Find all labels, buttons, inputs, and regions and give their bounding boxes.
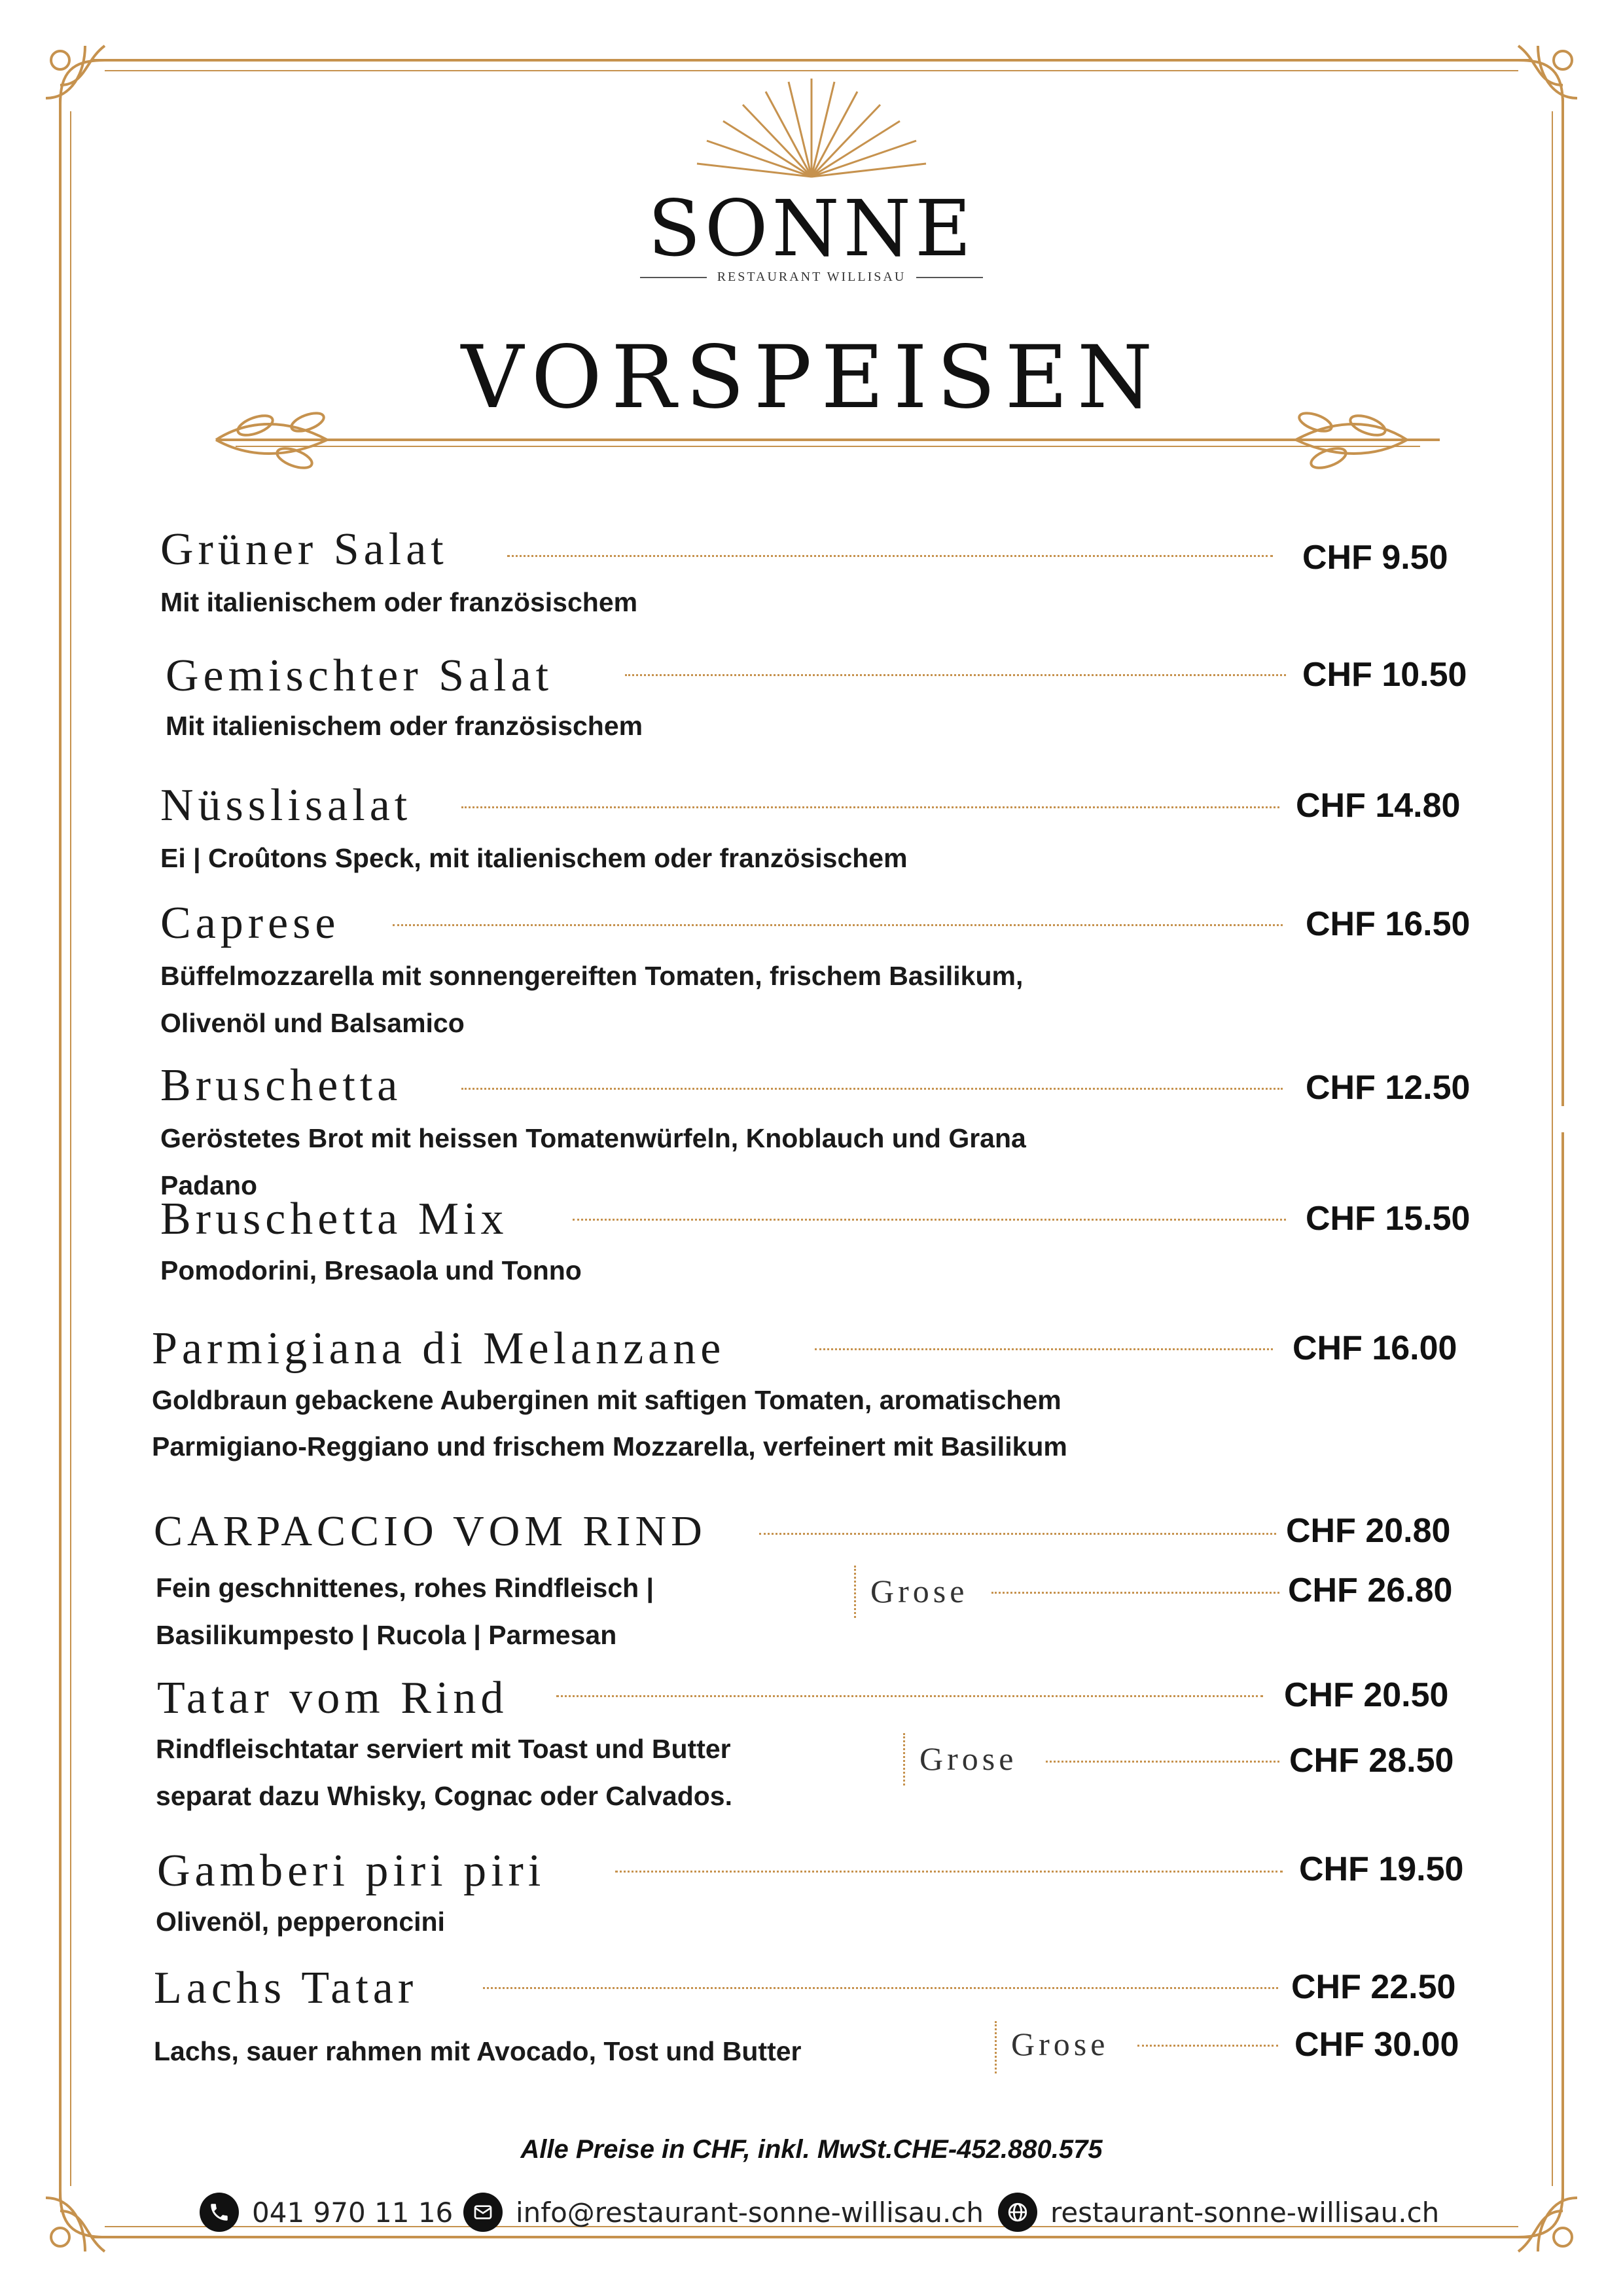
menu-item-description: Rindfleischtatar serviert mit Toast und Butter <box>156 1734 731 1764</box>
globe-icon <box>998 2193 1037 2232</box>
menu-item-price: CHF 19.50 <box>1299 1850 1464 1888</box>
menu-item-description: Basilikumpesto | Rucola | Parmesan <box>156 1620 617 1650</box>
contact-website-text: restaurant-sonne-willisau.ch <box>1050 2196 1440 2229</box>
contact-phone[interactable] <box>200 2189 453 2235</box>
menu-item-price: CHF 22.50 <box>1291 1968 1456 2006</box>
dot-leader <box>461 1088 1283 1090</box>
brand-logo-name: SONNE <box>647 183 976 274</box>
menu-item-name: Gemischter Salat <box>166 651 554 701</box>
dot-leader <box>1046 1761 1279 1763</box>
menu-item-price: CHF 20.80 <box>1286 1512 1451 1550</box>
menu-item-description: Lachs, sauer rahmen mit Avocado, Tost und Butter <box>154 2036 802 2066</box>
menu-item-price: CHF 12.50 <box>1306 1069 1471 1107</box>
menu-item-description: Goldbraun gebackene Auberginen mit saftigen Tomaten, aromatischem <box>152 1385 1061 1415</box>
sun-rays-logo <box>697 79 926 177</box>
dot-leader <box>1137 2045 1278 2047</box>
menu-item-price: CHF 9.50 <box>1302 539 1448 577</box>
menu-item-name: Bruschetta Mix <box>160 1194 508 1244</box>
size-separator <box>903 1733 905 1785</box>
dot-leader <box>573 1219 1286 1221</box>
menu-item-price-large: CHF 30.00 <box>1294 2026 1459 2064</box>
menu-item-price: CHF 10.50 <box>1302 656 1467 694</box>
contact-phone-text: 041 970 11 16 <box>252 2196 454 2229</box>
menu-item-description: Pomodorini, Bresaola und Tonno <box>160 1255 582 1285</box>
contact-email[interactable] <box>463 2189 984 2235</box>
dot-leader <box>615 1871 1283 1873</box>
menu-item-description: Fein geschnittenes, rohes Rindfleisch | <box>156 1573 654 1603</box>
dot-leader <box>625 674 1286 676</box>
menu-item-description: Olivenöl und Balsamico <box>160 1008 465 1038</box>
menu-item-price-large: CHF 26.80 <box>1288 1571 1453 1609</box>
dot-leader <box>556 1695 1263 1697</box>
menu-item-name: Lachs Tatar <box>154 1963 418 2013</box>
menu-item-description: Ei | Croûtons Speck, mit italienischem oder französischem <box>160 843 908 873</box>
section-title: VORSPEISEN <box>461 327 1162 428</box>
menu-item-description: Olivenöl, pepperoncini <box>156 1907 445 1937</box>
menu-item-price: CHF 20.50 <box>1284 1676 1449 1714</box>
contact-website[interactable] <box>998 2189 1439 2235</box>
menu-item-description: Mit italienischem oder französischem <box>160 587 638 617</box>
size-separator <box>995 2021 997 2073</box>
menu-item-description: Parmigiano-Reggiano und frischem Mozzarella, verfeinert mit Basilikum <box>152 1431 1067 1462</box>
menu-item-name: Nüsslisalat <box>160 780 412 831</box>
menu-item-price-large: CHF 28.50 <box>1289 1742 1454 1780</box>
menu-item-description: Padano <box>160 1170 258 1200</box>
menu-item-name: Gamberi piri piri <box>157 1846 546 1896</box>
subtitle-rule-right <box>916 277 983 278</box>
menu-item-description: Mit italienischem oder französischem <box>166 711 643 741</box>
phone-icon <box>200 2193 239 2232</box>
menu-item-name: Grüner Salat <box>160 524 448 575</box>
footer-price-note: Alle Preise in CHF, inkl. MwSt.CHE-452.880.575 <box>520 2135 1103 2164</box>
size-separator <box>854 1566 856 1618</box>
menu-item-name: Bruschetta <box>160 1060 402 1111</box>
menu-item-price: CHF 15.50 <box>1306 1200 1471 1238</box>
menu-item-description: separat dazu Whisky, Cognac oder Calvados. <box>156 1781 732 1811</box>
brand-logo-subtitle <box>0 270 1623 285</box>
size-label-large: Grose <box>1011 2026 1109 2062</box>
menu-item-price: CHF 14.80 <box>1296 787 1461 825</box>
dot-leader <box>507 555 1273 557</box>
dot-leader <box>483 1987 1278 1989</box>
menu-item-description: Büffelmozzarella mit sonnengereiften Tomaten, frischem Basilikum, <box>160 961 1024 991</box>
subtitle-rule-left <box>640 277 707 278</box>
size-label-large: Grose <box>870 1573 969 1609</box>
dot-leader <box>461 806 1279 808</box>
menu-item-price: CHF 16.50 <box>1306 905 1471 943</box>
menu-item-name: Caprese <box>160 898 340 948</box>
menu-item-description: Geröstetes Brot mit heissen Tomatenwürfeln, Knoblauch und Grana <box>160 1123 1026 1153</box>
size-label-large: Grose <box>919 1740 1018 1777</box>
menu-item-name: CARPACCIO VOM RIND <box>154 1507 707 1555</box>
menu-item-name: Tatar vom Rind <box>157 1673 508 1723</box>
menu-item-price: CHF 16.00 <box>1293 1329 1457 1367</box>
mail-icon <box>463 2193 503 2232</box>
menu-item-name: Parmigiana di Melanzane <box>152 1323 726 1374</box>
dot-leader <box>991 1592 1279 1594</box>
dot-leader <box>759 1533 1276 1535</box>
brand-subtitle-text: RESTAURANT WILLISAU <box>717 270 906 284</box>
dot-leader <box>393 924 1283 926</box>
dot-leader <box>815 1348 1273 1350</box>
contact-email-text: info@restaurant-sonne-willisau.ch <box>516 2196 984 2229</box>
